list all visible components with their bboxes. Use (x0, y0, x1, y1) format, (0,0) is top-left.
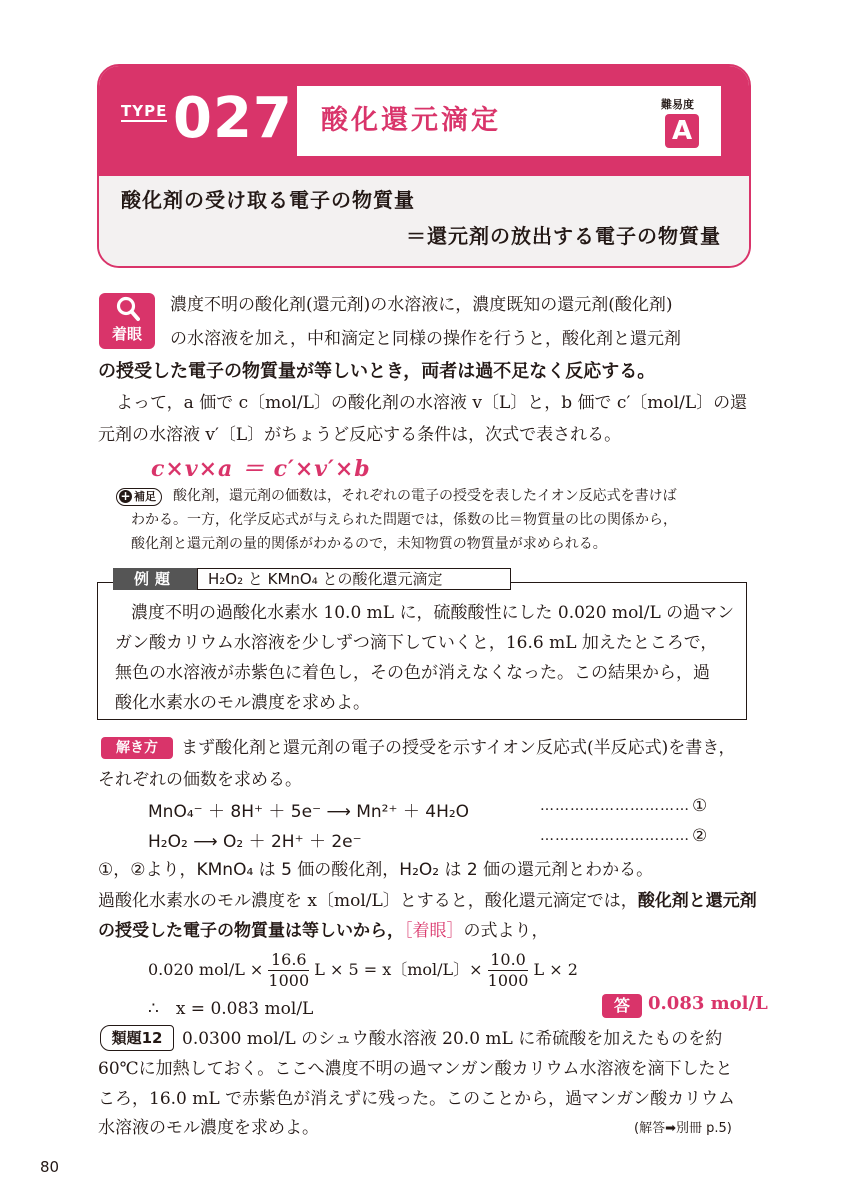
example-tag: 例題 (113, 568, 197, 590)
leader-dots-1: ………………………… (540, 798, 690, 814)
answer-reference: (解答➡別冊 p.5) (634, 1121, 732, 1136)
solution-line-2: それぞれの価数を求める。 (98, 770, 302, 790)
focus-line-4: よって，a 価で c〔mol/L〕の酸化剤の水溶液 v〔L〕と，b 価で c′〔mol/L〕の還 (116, 393, 748, 413)
focus-key-sentence: の授受した電子の物質量が等しいとき，両者は過不足なく反応する。 (98, 361, 656, 382)
solution-line-1: まず酸化剤と還元剤の電子の授受を示すイオン反応式(半反応式)を書き， (181, 738, 736, 758)
equation-number-2: ② (692, 826, 708, 846)
key-formula: c×v×a ＝ c′×v′×b (151, 456, 371, 482)
header-summary (99, 176, 749, 266)
answer-tag: 答 (602, 994, 642, 1018)
related-line-2: 60℃に加熱しておく。ここへ濃度不明の過マンガン酸カリウム水溶液を滴下したと (98, 1059, 733, 1079)
fraction-2: $\frac{10.0}{1000}$ (487, 950, 529, 990)
plus-icon: + (120, 489, 131, 503)
leader-dots-2: ………………………… (540, 828, 690, 844)
type-label: TYPE (121, 102, 168, 120)
focus-line-5: 元剤の水溶液 v′〔L〕がちょうど反応する条件は，次式で表される。 (98, 425, 622, 445)
example-line-1: 濃度不明の過酸化水素水 10.0 mL に，硫酸酸性にした 0.020 mol/L の過マン (131, 603, 735, 623)
example-line-4: 酸化水素水のモル濃度を求めよ。 (115, 693, 370, 713)
related-problem-tag: 類題12 (100, 1025, 174, 1051)
note-line-1: 酸化剤，還元剤の価数は，それぞれの電子の授受を表したイオン反応式を書けば (173, 488, 677, 504)
equation-number-1: ① (692, 796, 708, 816)
focus-line-2: の水溶液を加え，中和滴定と同様の操作を行うと，酸化剤と還元剤 (170, 329, 682, 349)
example-line-3: 無色の水溶液が赤紫色に着色し，その色が消えなくなった。この結果から，過 (115, 663, 710, 683)
type-number: 027 (173, 86, 293, 151)
page-number: 80 (40, 1158, 60, 1176)
focus-label: 着眼 (111, 325, 142, 343)
fraction-1: $\frac{16.6}{1000}$ (268, 950, 310, 990)
answer-value: 0.083 mol/L (648, 993, 768, 1014)
focus-line-1: 濃度不明の酸化剤(還元剤)の水溶液に，濃度既知の還元剤(酸化剤) (170, 295, 673, 315)
calculation: 0.020 mol/L × $\frac{16.6}{1000}$ L × 5 = x〔mol/L〕× $\frac{10.0}{1000}$ L × 2 (148, 950, 578, 990)
summary-line-2: ＝還元剤の放出する電子の物質量 (406, 224, 721, 248)
half-reaction-2: H₂O₂ ⟶ O₂ ＋ 2H⁺ ＋ 2e⁻ (148, 832, 362, 852)
focus-reference: ［着眼］ (404, 921, 464, 941)
focus-badge (99, 293, 155, 349)
header-band (99, 66, 749, 176)
note-line-3: 酸化剤と還元剤の量的関係がわかるので，未知物質の物質量が求められる。 (131, 536, 607, 552)
half-reaction-1: MnO₄⁻ ＋ 8H⁺ ＋ 5e⁻ ⟶ Mn²⁺ ＋ 4H₂O (148, 802, 470, 822)
type-header (97, 64, 751, 268)
page-title: 酸化還元滴定 (321, 105, 501, 136)
note-tag: + 補足 (116, 488, 162, 506)
related-line-4: 水溶液のモル濃度を求めよ。 (98, 1118, 319, 1138)
solution-tag: 解き方 (101, 737, 173, 759)
difficulty-label: 難易度 (661, 98, 694, 111)
related-line-1: 0.0300 mol/L のシュウ酸水溶液 20.0 mL に希硫酸を加えたものを約 (182, 1029, 723, 1049)
solution-line-3: ①，②より，KMnO₄ は 5 価の酸化剤，H₂O₂ は 2 価の還元剤とわかる。 (98, 860, 654, 880)
example-title: H₂O₂ と KMnO₄ との酸化還元滴定 (197, 568, 511, 590)
example-line-2: ガン酸カリウム水溶液を少しずつ滴下していくと，16.6 mL 加えたところで， (115, 633, 718, 653)
solution-line-4: 過酸化水素水のモル濃度を x〔mol/L〕とすると，酸化還元滴定では，酸化剤と還元剤 (98, 891, 757, 911)
magnifier-icon (116, 296, 140, 322)
difficulty-badge: A (665, 114, 699, 148)
title-box (297, 86, 721, 156)
summary-line-1: 酸化剤の受け取る電子の物質量 (121, 188, 415, 212)
related-line-3: ころ，16.0 mL で赤紫色が消えずに残った。このことから，過マンガン酸カリウム (98, 1089, 735, 1109)
note-line-2: わかる。一方，化学反応式が与えられた問題では，係数の比＝物質量の比の関係から， (131, 512, 677, 528)
solution-line-5: の授受した電子の物質量は等しいから，［着眼］の式より， (98, 921, 549, 941)
result-line: ∴ x = 0.083 mol/L (148, 999, 314, 1019)
